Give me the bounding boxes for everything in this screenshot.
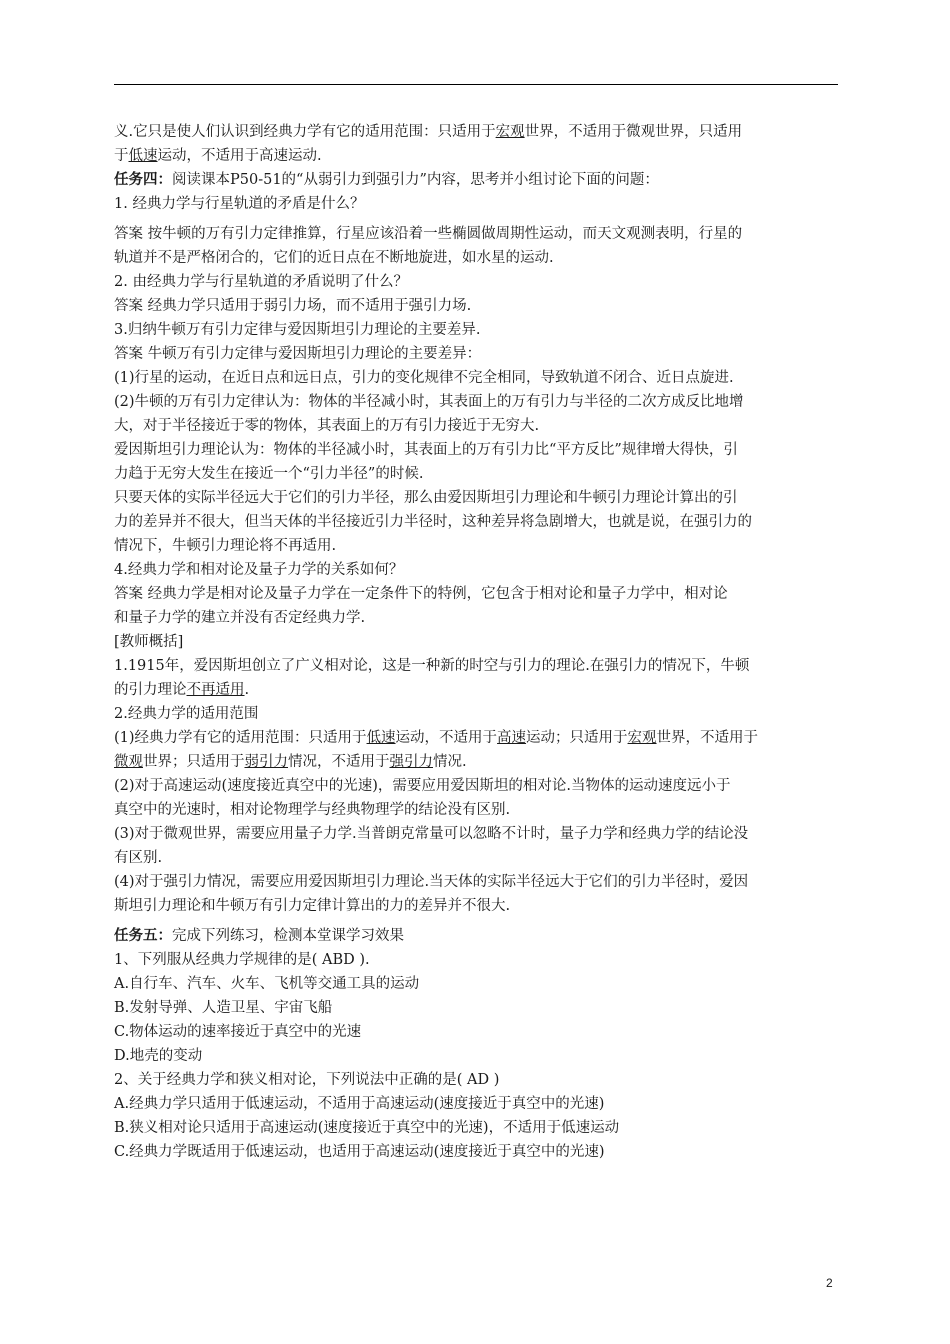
- option-c: C.物体运动的速率接近于真空中的光速: [114, 1024, 362, 1040]
- text-line: (1)经典力学有它的适用范围：只适用于低速运动，不适用于高速运动；只适用于宏观世界，不适用于: [114, 730, 759, 746]
- text-line: 于低速运动，不适用于高速运动.: [114, 148, 322, 164]
- option-b: B.狭义相对论只适用于高速运动(速度接近于真空中的光速)，不适用于低速运动: [114, 1120, 620, 1136]
- text-line: (3)对于微观世界，需要应用量子力学.当普朗克常量可以忽略不计时，量子力学和经典力学的结论没: [114, 826, 749, 842]
- text-line: 有区别.: [114, 850, 163, 866]
- text-line: (1)行星的运动，在近日点和远日点，引力的变化规律不完全相同，导致轨道不闭合、近日点旋进.: [114, 370, 734, 386]
- text-line: (2)对于高速运动(速度接近真空中的光速)，需要应用爱因斯坦的相对论.当物体的运动速度远小于: [114, 778, 731, 794]
- question-1: 1. 经典力学与行星轨道的矛盾是什么？: [114, 196, 365, 212]
- option-c: C.经典力学既适用于低速运动，也适用于高速运动(速度接近于真空中的光速): [114, 1144, 605, 1160]
- answer-2: 答案 经典力学只适用于弱引力场，而不适用于强引力场.: [114, 298, 472, 314]
- text-line: 斯坦引力理论和牛顿万有引力定律计算出的力的差异并不很大.: [114, 898, 511, 914]
- text-line: 真空中的光速时，相对论物理学与经典物理学的结论没有区别.: [114, 802, 511, 818]
- text-line: 情况下，牛顿引力理论将不再适用.: [114, 538, 337, 554]
- answer-3: 答案 牛顿万有引力定律与爱因斯坦引力理论的主要差异：: [114, 346, 482, 362]
- task-four-heading: 任务四：阅读课本P50-51的“从弱引力到强引力”内容，思考并小组讨论下面的问题：: [114, 171, 659, 188]
- answer-4: 答案 经典力学是相对论及量子力学在一定条件下的特例，它包含于相对论和量子力学中，相对论: [114, 586, 728, 602]
- text-line: (2)牛顿的万有引力定律认为：物体的半径减小时，其表面上的万有引力与半径的二次方成反比地增: [114, 394, 744, 410]
- exercise-2: 2、关于经典力学和狭义相对论，下列说法中正确的是( AD ): [114, 1072, 500, 1088]
- option-a: A.自行车、汽车、火车、飞机等交通工具的运动: [114, 976, 420, 992]
- text-line: 力的差异并不很大，但当天体的半径接近引力半径时，这种差异将急剧增大，也就是说，在强引力的: [114, 514, 752, 530]
- text-line: 义.它只是使人们认识到经典力学有它的适用范围：只适用于宏观世界，不适用于微观世界，只适用: [114, 124, 743, 140]
- option-b: B.发射导弹、人造卫星、宇宙飞船: [114, 1000, 333, 1016]
- text-line: 2.经典力学的适用范围: [114, 706, 259, 722]
- answer-1: 答案 按牛顿的万有引力定律推算，行星应该沿着一些椭圆做周期性运动，而天文观测表明，行星的: [114, 226, 743, 242]
- document-body: [114, 120, 840, 1164]
- page-number: 2: [826, 1276, 833, 1290]
- text-line: 大，对于半径接近于零的物体，其表面上的万有引力接近于无穷大.: [114, 418, 540, 434]
- option-d: D.地壳的变动: [114, 1048, 203, 1064]
- exercise-1: 1、下列服从经典力学规律的是( ABD ).: [114, 952, 370, 968]
- text-line: 微观世界；只适用于弱引力情况，不适用于强引力情况.: [114, 754, 467, 770]
- text-line: 力趋于无穷大发生在接近一个“引力半径”的时候.: [114, 466, 424, 482]
- question-4: 4.经典力学和相对论及量子力学的关系如何？: [114, 562, 404, 578]
- text-line: 只要天体的实际半径远大于它们的引力半径，那么由爱因斯坦引力理论和牛顿引力理论计算出的引: [114, 490, 738, 506]
- question-3: 3.归纳牛顿万有引力定律与爱因斯坦引力理论的主要差异.: [114, 322, 481, 338]
- question-2: 2. 由经典力学与行星轨道的矛盾说明了什么？: [114, 274, 408, 290]
- option-a: A.经典力学只适用于低速运动，不适用于高速运动(速度接近于真空中的光速): [114, 1096, 605, 1112]
- teacher-summary-heading: [教师概括]: [114, 634, 184, 650]
- text-line: 爱因斯坦引力理论认为：物体的半径减小时，其表面上的万有引力比“平方反比”规律增大得快，引: [114, 442, 738, 458]
- header-rule: [114, 84, 838, 85]
- text-line: 的引力理论不再适用.: [114, 682, 250, 698]
- text-line: (4)对于强引力情况，需要应用爱因斯坦引力理论.当天体的实际半径远大于它们的引力半径时，爱因: [114, 874, 749, 890]
- text-line: 和量子力学的建立并没有否定经典力学.: [114, 610, 366, 626]
- text-line: 1.1915年，爱因斯坦创立了广义相对论，这是一种新的时空与引力的理论.在强引力的情况下，牛顿: [114, 658, 750, 674]
- task-five-heading: 任务五：完成下列练习，检测本堂课学习效果: [114, 927, 404, 944]
- text-line: 轨道并不是严格闭合的，它们的近日点在不断地旋进，如水星的运动.: [114, 250, 554, 266]
